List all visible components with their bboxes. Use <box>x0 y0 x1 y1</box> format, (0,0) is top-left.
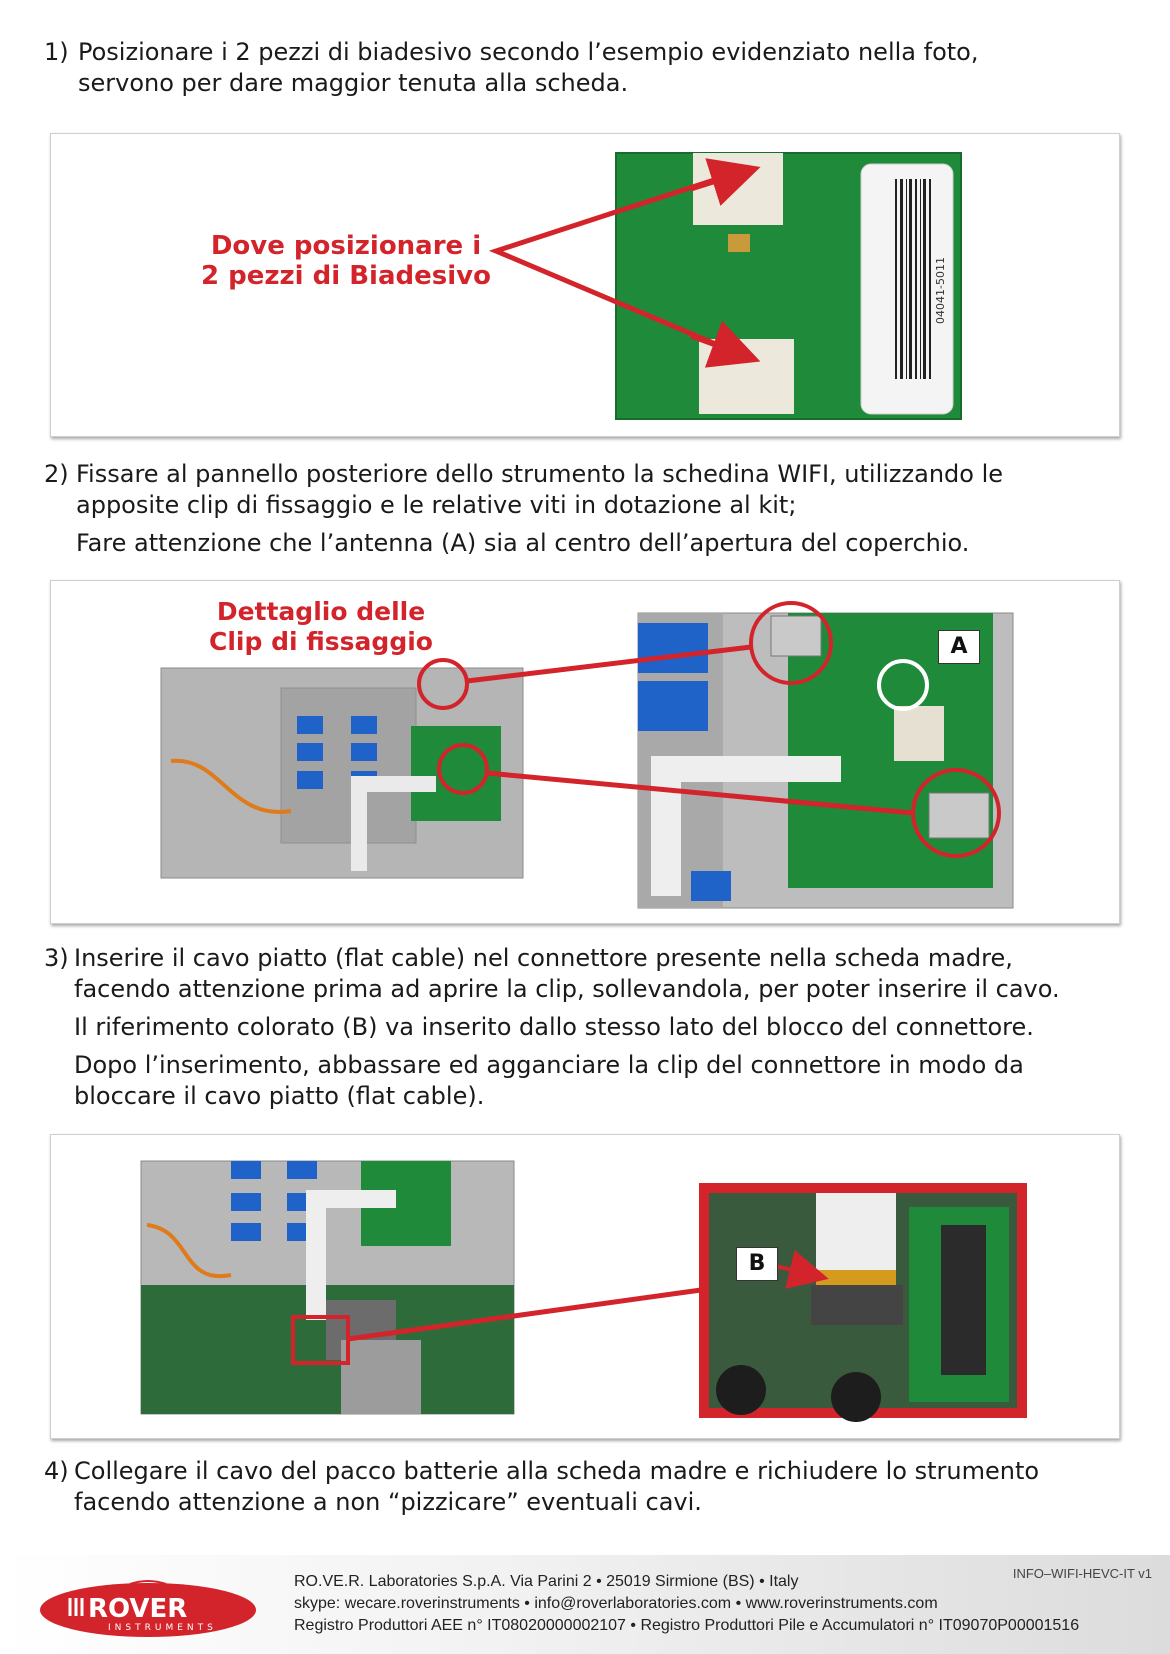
step-number: 2) <box>44 460 69 488</box>
step-text-line: Collegare il cavo del pacco batterie alla scheda madre e richiudere lo strumento <box>74 1457 1040 1485</box>
step-1 <box>44 37 1134 99</box>
step-text-line: Il riferimento colorato (B) va inserito dallo stesso lato del blocco del connettore. <box>74 1013 1034 1041</box>
step-3 <box>44 943 1134 1112</box>
step-number: 4) <box>44 1457 69 1485</box>
step-text-line: apposite clip di fissaggio e le relative viti in dotazione al kit; <box>76 491 797 519</box>
adhesive-pad-top <box>693 153 783 225</box>
logo-sub: INSTRUMENTS <box>108 1623 217 1633</box>
label-b: B <box>736 1247 778 1281</box>
barcode-text: 04041-5011 <box>934 257 947 324</box>
step-text-line: Fare attenzione che l’antenna (A) sia al centro dell’apertura del coperchio. <box>76 529 970 557</box>
rover-logo <box>38 1576 258 1640</box>
step-text-line: facendo attenzione a non “pizzicare” eventuali cavi. <box>74 1488 702 1516</box>
step-text-line: bloccare il cavo piatto (flat cable). <box>74 1082 485 1110</box>
photo-panel-clips <box>50 580 1120 924</box>
step-text-line: facendo attenzione prima ad aprire la clip, sollevandola, per poter inserire il cavo. <box>74 975 1060 1003</box>
step-4 <box>44 1456 1134 1518</box>
step-text-line: servono per dare maggior tenuta alla scheda. <box>78 69 629 97</box>
photo-panel-adhesive <box>50 133 1120 437</box>
clips-callout: Dettaglio delle Clip di fissaggio <box>209 597 433 656</box>
photo-panel-flatcable <box>50 1134 1120 1439</box>
step-2 <box>44 459 1134 559</box>
step-number: 3) <box>44 944 69 972</box>
step-text-line: Dopo l’inserimento, abbassare ed agganciare la clip del connettore in modo da <box>74 1051 1024 1079</box>
company-address: RO.VE.R. Laboratories S.p.A. Via Parini 2 • 25019 Sirmione (BS) • Italy skype: wecare.roverinstruments • info@roverlaboratories.com • www.roverinstruments.com Registro Produttori AEE n° IT08020000002107 • Registro Produttori Pile e Accumulatori n° IT09070P00001516 <box>294 1573 1080 1634</box>
step-number: 1) <box>44 38 69 66</box>
adhesive-photo <box>51 134 1119 436</box>
flatcable-photo <box>51 1135 1119 1438</box>
footer <box>0 1555 1170 1654</box>
label-a: A <box>938 630 980 664</box>
flat-cable-left <box>306 1190 326 1320</box>
logo-word: ROVER <box>88 1594 188 1624</box>
adhesive-pad-bottom <box>699 339 794 414</box>
step-text-line: Inserire il cavo piatto (flat cable) nel connettore presente nella scheda madre, <box>74 944 1013 972</box>
document-code: INFO–WIFI-HEVC-IT v1 <box>1012 1566 1152 1581</box>
step-text-line: Fissare al pannello posteriore dello strumento la schedina WIFI, utilizzando le <box>76 460 1004 488</box>
adhesive-callout: Dove posizionare i 2 pezzi di Biadesivo <box>201 231 491 291</box>
flat-cable-zoom <box>816 1193 896 1273</box>
connector-block <box>811 1285 903 1325</box>
step-text-line: Posizionare i 2 pezzi di biadesivo secondo l’esempio evidenziato nella foto, <box>78 38 979 66</box>
colored-reference <box>816 1270 896 1285</box>
